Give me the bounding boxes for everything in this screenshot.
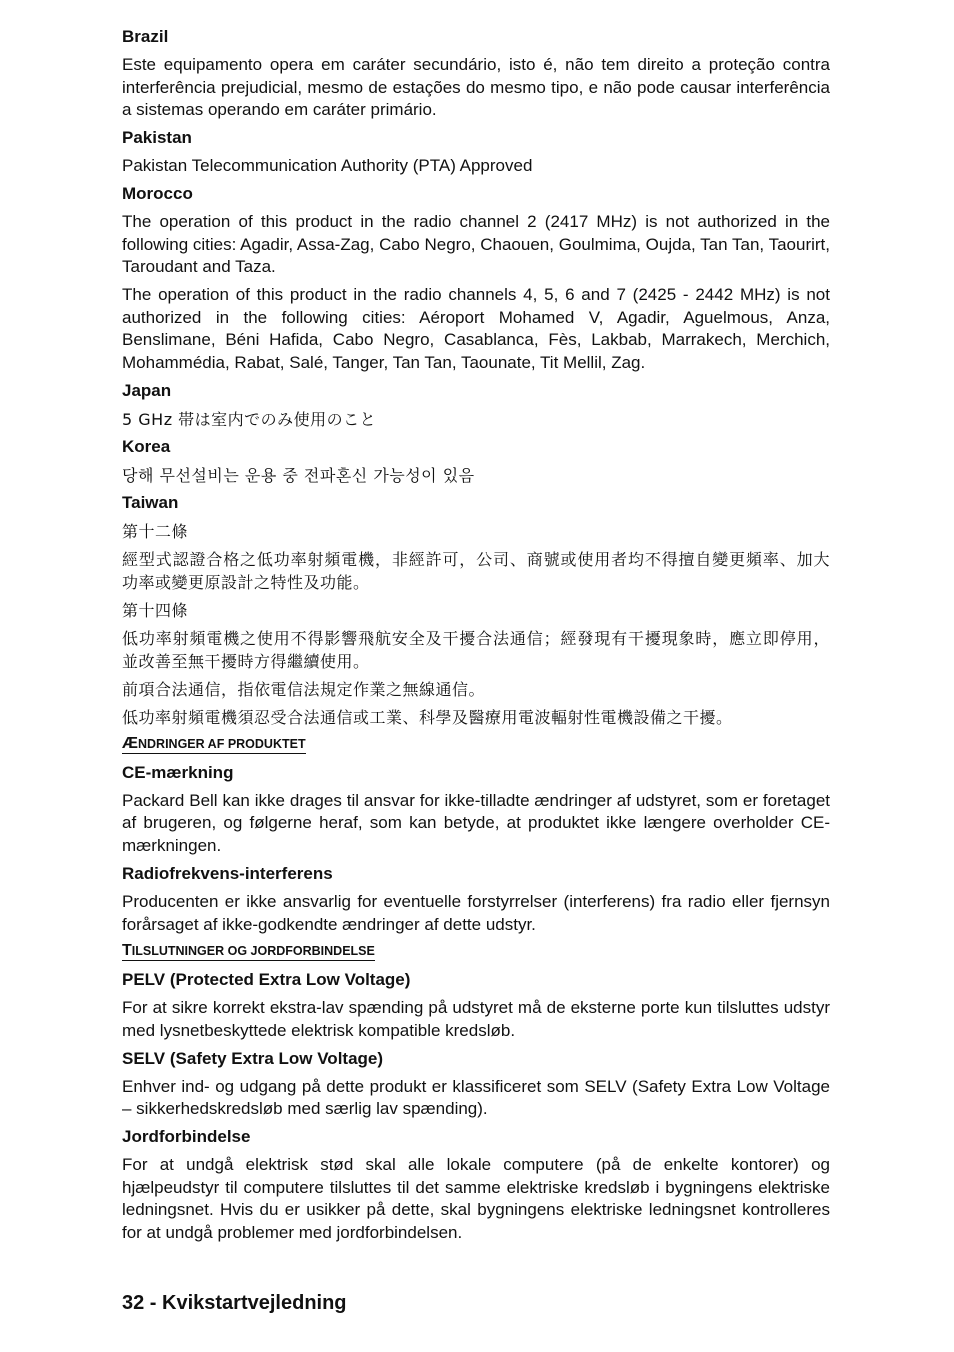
paragraph-morocco-2: The operation of this product in the radio channels 4, 5, 6 and 7 (2425 - 2442 MHz) is not authorized in the following cities: Aéroport Mohamed V, Agadir, Aguelmous, Anza, Benslimane, Béni Hafida, Cabo Negro, Casablanca, Fès, Lakbab, Marrakech, Merchich, Mohammédia, Rabat, Salé, Tanger, Tan Tan, Taounate, Tit Mellil, Zag. <box>122 284 830 373</box>
section-heading-rest: NDRINGER AF PRODUKTET <box>138 736 306 751</box>
page-content <box>122 26 830 1250</box>
heading-korea: Korea <box>122 436 171 456</box>
section-heading-initial: T <box>122 942 132 960</box>
taiwan-article-14-text: 低功率射頻電機之使用不得影響飛航安全及干擾合法通信；經發現有干擾現象時，應立即停用，並改善至無干擾時方得繼續使用。 <box>122 628 830 671</box>
section-heading-rest: ILSLUTNINGER OG JORDFORBINDELSE <box>131 944 375 959</box>
heading-brazil: Brazil <box>122 27 169 46</box>
heading-jordforbindelse: Jordforbindelse <box>122 1127 251 1147</box>
heading-taiwan: Taiwan <box>122 492 179 512</box>
heading-pelv: PELV (Protected Extra Low Voltage) <box>122 970 411 990</box>
taiwan-text-3: 前項合法通信，指依電信法規定作業之無線通信。 <box>122 679 486 699</box>
paragraph-jordforbindelse: For at undgå elektrisk stød skal alle lokale computere (på de enkelte kontorer) og hjælpeudstyr til computere tilsluttes til det samme elektriske kredsløb i bygningens elektriske ledningsnet. Hvis du er usikker på dette, skal bygningens elektriske ledningsnet kontrolleres for at undgå problemer med jordforbindelsen. <box>122 1155 830 1243</box>
paragraph-ce: Packard Bell kan ikke drages til ansvar for ikke-tilladte ændringer af udstyret, som er foretaget af brugeren, og følgerne heraf, som kan betyde, at produktet ikke længere overholder CE-mærkningen. <box>122 790 830 856</box>
heading-morocco: Morocco <box>122 183 193 203</box>
paragraph-korea: 당해 무선설비는 운용 중 전파혼신 가능성이 있음 <box>122 465 475 485</box>
paragraph-pelv: For at sikre korrekt ekstra-lav spænding på udstyret må de eksterne porte kun tilsluttes udstyr med lysnetbeskyttede elektrisk kompatible kredsløb. <box>122 998 830 1040</box>
page-footer: 32 - Kvikstartvejledning <box>122 1292 347 1314</box>
paragraph-radio: Producenten er ikke ansvarlig for eventuelle forstyrrelser (interferens) fra radio eller fjernsyn forårsaget af ikke-godkendte ændringer af dette udstyr. <box>122 891 830 934</box>
paragraph-brazil: Este equipamento opera em caráter secundário, isto é, não tem direito a proteção contra interferência prejudicial, mesmo de estações do mesmo tipo, e não pode causar interferência a sistemas operando em caráter primário. <box>122 55 830 120</box>
section-heading-tilslutninger <box>122 943 375 961</box>
heading-pakistan: Pakistan <box>122 128 192 148</box>
heading-radio: Radiofrekvens-interferens <box>122 863 333 883</box>
paragraph-selv: Enhver ind- og udgang på dette produkt er klassificeret som SELV (Safety Extra Low Voltage – sikkerhedskredsløb med særlig lav spænding). <box>122 1076 830 1119</box>
paragraph-morocco-1: The operation of this product in the radio channel 2 (2417 MHz) is not authorized in the following cities: Agadir, Assa-Zag, Cabo Negro, Chaouen, Goulmima, Oujda, Tan Tan, Taourirt, Taroudant and Taza. <box>122 211 830 277</box>
taiwan-article-12: 第十二條 <box>122 521 189 541</box>
heading-ce: CE-mærkning <box>122 762 234 782</box>
section-heading-aendringer <box>122 736 306 754</box>
taiwan-article-12-text: 經型式認證合格之低功率射頻電機，非經許可，公司、商號或使用者均不得擅自變更頻率、加大功率或變更原設計之特性及功能。 <box>122 549 830 592</box>
paragraph-pakistan: Pakistan Telecommunication Authority (PTA) Approved <box>122 156 533 176</box>
taiwan-article-14: 第十四條 <box>122 600 189 620</box>
heading-japan: Japan <box>122 380 172 400</box>
section-heading-initial: Æ <box>122 734 138 752</box>
heading-selv: SELV (Safety Extra Low Voltage) <box>122 1048 384 1068</box>
taiwan-text-4: 低功率射頻電機須忍受合法通信或工業、科學及醫療用電波輻射性電機設備之干擾。 <box>122 707 733 727</box>
paragraph-japan: 5 GHz 帯は室内でのみ使用のこと <box>122 409 377 429</box>
